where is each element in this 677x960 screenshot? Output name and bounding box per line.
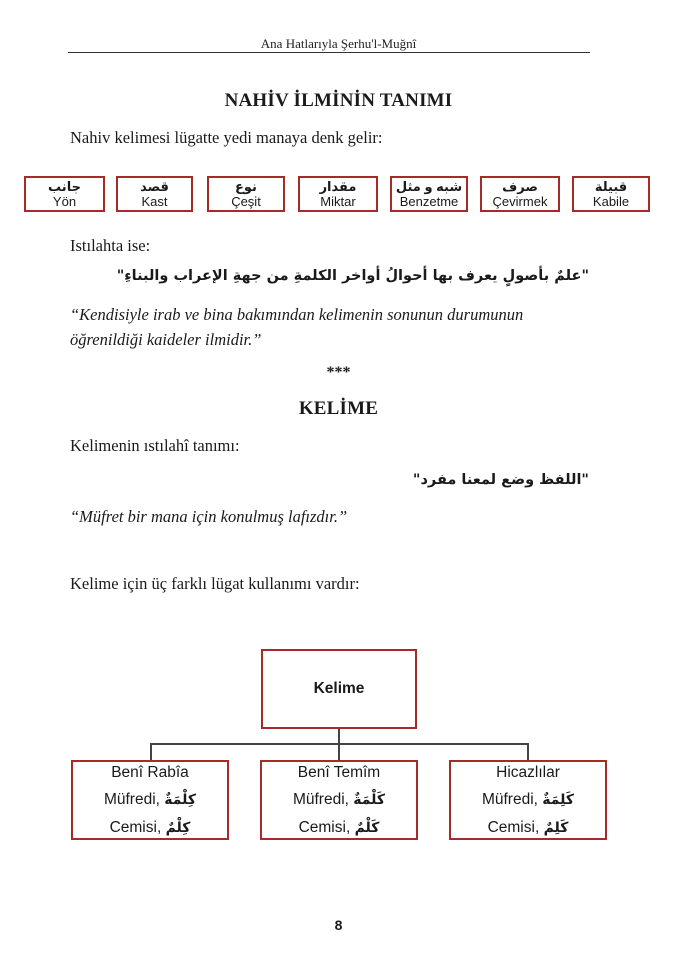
singular-row [482, 786, 574, 814]
diagram-child-node [260, 760, 418, 840]
istilah-label: Istılahta ise: [70, 236, 151, 255]
meaning-box [116, 176, 193, 212]
plural-label: Cemisi, [298, 818, 351, 836]
meaning-arabic: مقدار [319, 178, 357, 194]
meaning-turkish: Benzetme [399, 193, 459, 209]
meaning-arabic: صرف [502, 178, 538, 194]
section-heading-nahiv: NAHİV İLMİNİN TANIMI [224, 90, 453, 111]
plural-row [299, 814, 380, 842]
usage-intro: Kelime için üç farklı lügat kullanımı vardır: [70, 574, 360, 593]
dialect-name: Benî Temîm [297, 763, 381, 781]
singular-arabic: كِلْمَةٌ [164, 791, 197, 808]
meaning-box [207, 176, 285, 212]
arabic-definition-kelime: "اللفظ وضع لمعنا مفرد" [412, 472, 589, 488]
kelime-translation: “Müfret bir mana için konulmuş lafızdır.” [70, 507, 348, 526]
page-number: 8 [334, 917, 343, 933]
running-header: Ana Hatlarıyla Şerhu'l-Muğnî [260, 36, 417, 51]
singular-row [104, 786, 196, 814]
dialect-name: Benî Rabîa [111, 763, 189, 781]
meaning-turkish: Yön [52, 193, 77, 209]
singular-row [293, 786, 385, 814]
plural-label: Cemisi, [109, 818, 162, 836]
meaning-arabic: قبيلة [594, 178, 628, 194]
plural-arabic: كِلْمٌ [165, 819, 191, 836]
meaning-arabic: شبه و مثل [395, 178, 463, 194]
singular-label: Müfredi, [481, 790, 538, 808]
meaning-box [572, 176, 650, 212]
plural-arabic: كَلْمٌ [354, 819, 380, 836]
singular-label: Müfredi, [292, 790, 349, 808]
kelime-istilah-label: Kelimenin ıstılahî tanımı: [70, 436, 240, 455]
plural-arabic: كَلِمٌ [543, 819, 569, 836]
connector-line [338, 743, 340, 760]
meaning-arabic: نوع [235, 178, 257, 194]
meaning-turkish: Çevirmek [492, 193, 548, 209]
meaning-turkish: Kast [141, 193, 168, 209]
connector-line [527, 743, 529, 760]
header-rule [68, 52, 590, 53]
meaning-turkish: Miktar [320, 193, 356, 209]
arabic-definition-nahiv: "علمٌ بأصولٍ يعرف بها أحوالُ أواخر الكلمةِ من جهةِ الإعراب والبناءِ" [116, 268, 589, 284]
connector-line [150, 743, 152, 760]
section-separator: *** [326, 364, 351, 381]
meaning-box [298, 176, 378, 212]
meaning-turkish: Çeşit [231, 193, 261, 209]
meaning-box [390, 176, 468, 212]
plural-row [110, 814, 191, 842]
translation-line-2: öğrenildiği kaideler ilmidir.” [70, 330, 262, 349]
singular-arabic: كَلْمَةٌ [353, 791, 386, 808]
meaning-arabic: جانب [48, 178, 81, 194]
translation-line-1: “Kendisiyle irab ve bina bakımından kelimenin sonunun durumunun [70, 305, 524, 324]
singular-label: Müfredi, [103, 790, 160, 808]
diagram-root-node: Kelime [261, 649, 417, 729]
singular-arabic: كَلِمَةٌ [542, 791, 575, 808]
connector-line [338, 729, 340, 744]
plural-label: Cemisi, [487, 818, 540, 836]
meaning-arabic: قصد [140, 178, 169, 194]
dialect-name: Hicazlılar [496, 763, 560, 781]
meaning-turkish: Kabile [592, 193, 630, 209]
section-heading-kelime: KELİME [298, 398, 379, 419]
diagram-child-node [71, 760, 229, 840]
intro-paragraph: Nahiv kelimesi lügatte yedi manaya denk gelir: [70, 128, 383, 147]
meaning-box [24, 176, 105, 212]
plural-row [488, 814, 569, 842]
meanings-row [24, 176, 650, 214]
diagram-child-node [449, 760, 607, 840]
meaning-box [480, 176, 560, 212]
